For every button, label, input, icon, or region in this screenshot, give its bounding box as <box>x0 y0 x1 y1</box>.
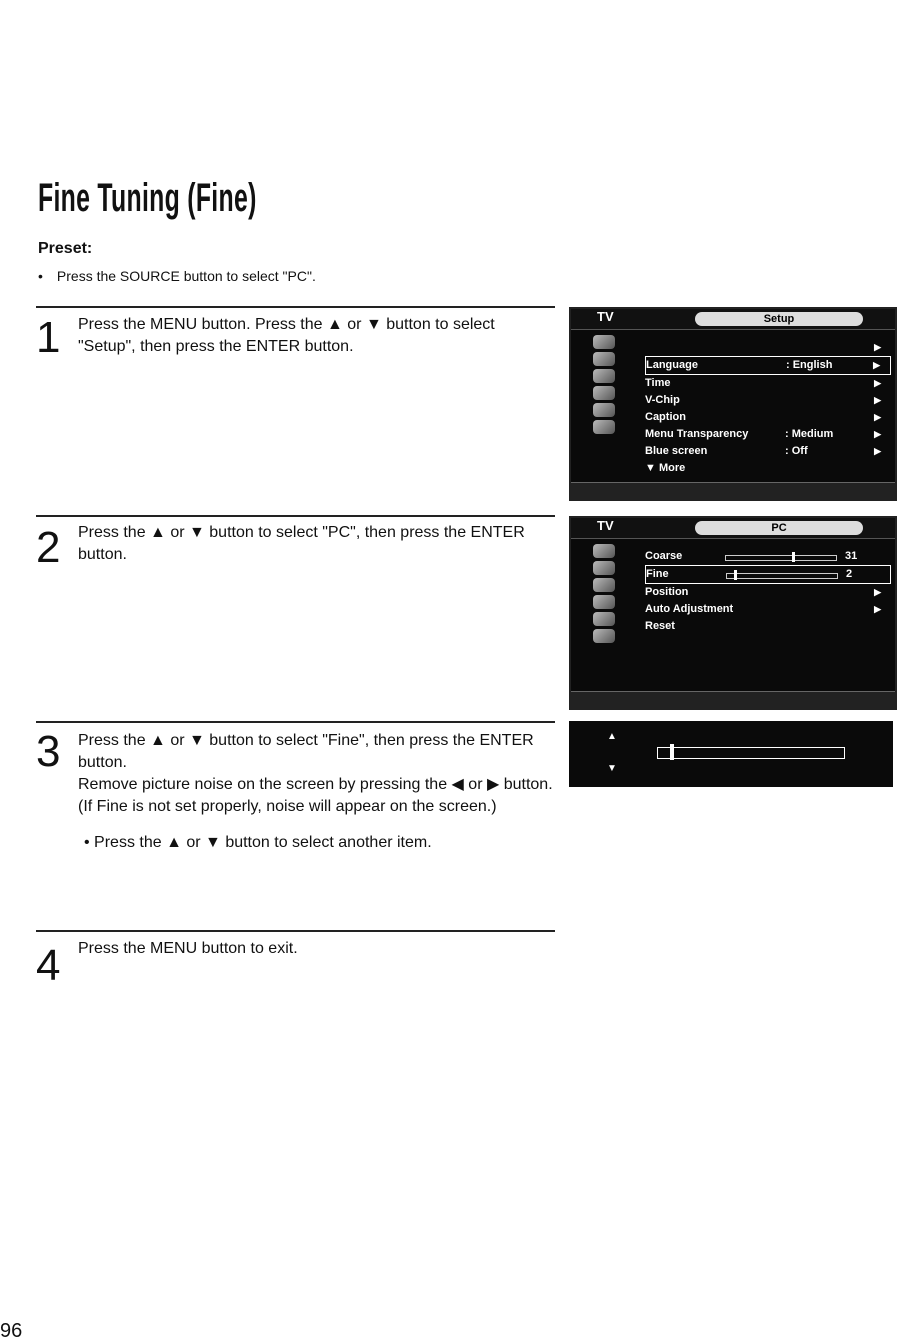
menu-item[interactable] <box>645 565 891 584</box>
chevron-right-icon: ▶ <box>874 395 881 405</box>
menu-item-label: V-Chip <box>645 394 680 406</box>
down-arrow-icon: ▼ <box>607 763 617 774</box>
menu-item-label: Caption <box>645 411 686 423</box>
menu-item[interactable] <box>645 356 891 375</box>
guide-icon <box>593 420 615 434</box>
menu-item[interactable] <box>645 409 891 426</box>
menu-item-label: Auto Adjustment <box>645 603 734 615</box>
step-3-text: Press the ▲ or ▼ button to select "Fine", then press the ENTER button. Remove picture noise on the screen by pressing the ◀ or ▶ button. (If Fine is not set properly, noise will appear on the screen.) • Press the ▲ or ▼ button to select another item. <box>78 732 553 851</box>
menu-item[interactable] <box>645 339 891 356</box>
menu-slider-knob[interactable] <box>734 570 737 580</box>
divider <box>36 930 555 932</box>
divider <box>36 306 555 308</box>
chevron-right-icon: ▶ <box>874 342 881 352</box>
fine-adjust-screen <box>569 721 893 787</box>
menu-item-label: Fine <box>646 568 669 580</box>
menu-header-bar <box>571 518 895 539</box>
menu-item-label: ▼ More <box>645 462 686 474</box>
page-number: 96 <box>0 1320 23 1342</box>
setup-icon <box>593 386 615 400</box>
input-icon <box>593 612 615 626</box>
pc-menu-screen <box>569 516 897 710</box>
input-icon <box>593 403 615 417</box>
step-1-text: Press the MENU button. Press the ▲ or ▼ button to select "Setup", then press the ENTER button. <box>78 316 495 355</box>
menu-item[interactable] <box>645 601 891 618</box>
menu-item[interactable] <box>645 548 891 565</box>
setup-icon <box>593 595 615 609</box>
menu-slider-value: 2 <box>846 568 853 580</box>
menu-footer-bar <box>571 482 895 499</box>
step-number: 1 <box>36 313 61 362</box>
channel-icon <box>593 578 615 592</box>
menu-item[interactable] <box>645 443 891 460</box>
step-number: 4 <box>36 941 61 990</box>
fine-slider[interactable] <box>657 747 845 759</box>
divider <box>36 515 555 517</box>
menu-item-label: Time <box>645 377 671 389</box>
tv-logo: TV <box>597 309 614 324</box>
menu-item[interactable] <box>645 426 891 443</box>
chevron-right-icon: ▶ <box>874 429 881 439</box>
picture-icon <box>593 335 615 349</box>
menu-title-pill: PC <box>695 521 863 535</box>
menu-footer-bar <box>571 691 895 708</box>
menu-icon-column <box>591 544 627 646</box>
menu-title-pill: Setup <box>695 312 863 326</box>
step-number: 2 <box>36 523 61 572</box>
menu-item[interactable] <box>645 375 891 392</box>
setup-menu-list <box>645 339 891 477</box>
step-2-text: Press the ▲ or ▼ button to select "PC", then press the ENTER button. <box>78 524 525 563</box>
menu-item-label: Reset <box>645 620 675 632</box>
menu-item[interactable] <box>645 584 891 601</box>
sound-icon <box>593 352 615 366</box>
divider <box>36 721 555 723</box>
pc-menu-list <box>645 548 891 635</box>
menu-slider[interactable] <box>725 555 837 561</box>
guide-icon <box>593 629 615 643</box>
chevron-right-icon: ▶ <box>874 378 881 388</box>
step-number: 3 <box>36 727 61 776</box>
menu-item-label: Language <box>646 359 698 371</box>
menu-item[interactable] <box>645 618 891 635</box>
menu-slider-value: 31 <box>845 550 858 562</box>
menu-slider-knob[interactable] <box>792 552 795 562</box>
menu-item-value: : English <box>786 359 833 371</box>
menu-item-label: Menu Transparency <box>645 428 749 440</box>
chevron-right-icon: ▶ <box>874 587 881 597</box>
fine-slider-knob[interactable] <box>670 744 674 760</box>
up-arrow-icon: ▲ <box>607 731 617 742</box>
tv-logo: TV <box>597 518 614 533</box>
preset-label: Preset: <box>38 240 93 257</box>
menu-icon-column <box>591 335 627 437</box>
channel-icon <box>593 369 615 383</box>
menu-item-label: Blue screen <box>645 445 708 457</box>
chevron-right-icon: ▶ <box>873 360 880 370</box>
sound-icon <box>593 561 615 575</box>
menu-item-label: Coarse <box>645 550 683 562</box>
setup-menu-screen <box>569 307 897 501</box>
picture-icon <box>593 544 615 558</box>
chevron-right-icon: ▶ <box>874 604 881 614</box>
page-title: Fine Tuning (Fine) <box>38 176 257 220</box>
menu-item-label: Position <box>645 586 689 598</box>
menu-header-bar <box>571 309 895 330</box>
menu-slider[interactable] <box>726 573 838 579</box>
menu-item[interactable] <box>645 460 891 477</box>
chevron-right-icon: ▶ <box>874 446 881 456</box>
preset-bullet: • Press the SOURCE button to select "PC". <box>38 268 316 284</box>
menu-item-value: : Medium <box>785 428 834 440</box>
menu-item[interactable] <box>645 392 891 409</box>
step-4-text: Press the MENU button to exit. <box>78 940 298 957</box>
chevron-right-icon: ▶ <box>874 412 881 422</box>
menu-item-value: : Off <box>785 445 808 457</box>
